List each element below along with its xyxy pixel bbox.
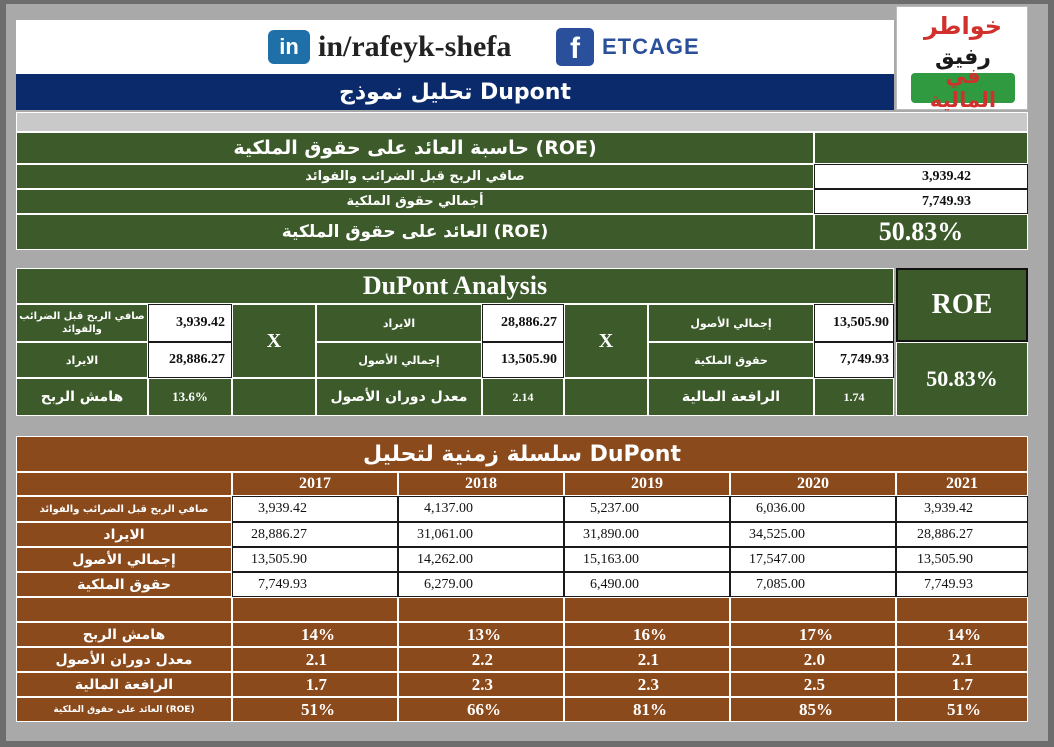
series-cell[interactable]: 6,490.00	[564, 572, 730, 597]
ratio-cell: 81%	[564, 697, 730, 722]
series-row-label: حقوق الملكية	[16, 572, 232, 597]
ratio-cell: 2.1	[896, 647, 1028, 672]
ratio-cell: 1.7	[896, 672, 1028, 697]
year-header: 2017	[232, 472, 398, 496]
dupont-c3-r3-value: 1.74	[814, 378, 894, 416]
series-row-label: الايراد	[16, 522, 232, 547]
dupont-c1-r1-label: صافي الربح قبل الضرائب والفوائد	[16, 304, 148, 342]
series-spacer	[896, 597, 1028, 622]
logo-box	[896, 6, 1028, 110]
ratio-cell: 51%	[896, 697, 1028, 722]
series-spacer	[16, 597, 232, 622]
logo-line-2: رفيق	[935, 44, 991, 70]
ratio-cell: 2.3	[564, 672, 730, 697]
ratio-cell: 2.0	[730, 647, 896, 672]
dupont-c1-r3-label: هامش الربح	[16, 378, 148, 416]
dupont-c1-r2-value[interactable]: 28,886.27	[148, 342, 232, 378]
roe-calc-row-value[interactable]: 7,749.93	[814, 189, 1028, 214]
dupont-c3-r1-label: إجمالي الأصول	[648, 304, 814, 342]
series-cell[interactable]: 3,939.42	[896, 496, 1028, 522]
year-header: 2021	[896, 472, 1028, 496]
series-cell[interactable]: 6,036.00	[730, 496, 896, 522]
facebook-name[interactable]: ETCAGE	[602, 34, 700, 59]
ratio-cell: 17%	[730, 622, 896, 647]
series-cell[interactable]: 28,886.27	[896, 522, 1028, 547]
series-cell[interactable]: 15,163.00	[564, 547, 730, 572]
series-cell[interactable]: 13,505.90	[232, 547, 398, 572]
dupont-multiply-1: X	[232, 304, 316, 378]
ratio-cell: 13%	[398, 622, 564, 647]
dupont-c2-r1-label: الايراد	[316, 304, 482, 342]
ratio-row-label: الرافعة المالية	[16, 672, 232, 697]
roe-calc-row-value[interactable]: 3,939.42	[814, 164, 1028, 189]
series-cell[interactable]: 31,890.00	[564, 522, 730, 547]
dupont-title: DuPont Analysis	[16, 268, 894, 304]
ratio-cell: 2.1	[564, 647, 730, 672]
roe-result-value: 50.83%	[814, 214, 1028, 250]
dupont-spacer-2	[564, 378, 648, 416]
roe-calc-title-side	[814, 132, 1028, 164]
series-header-corner	[16, 472, 232, 496]
dupont-roe-value: 50.83%	[896, 342, 1028, 416]
series-cell[interactable]: 5,237.00	[564, 496, 730, 522]
series-spacer	[398, 597, 564, 622]
dupont-c2-r2-label: إجمالي الأصول	[316, 342, 482, 378]
page-title: تحليل نموذج Dupont	[16, 74, 894, 110]
series-row-label: صافي الربح قبل الضرائب والفوائد	[16, 496, 232, 522]
linkedin-handle[interactable]: in/rafeyk-shefa	[318, 30, 512, 63]
dupont-multiply-2: X	[564, 304, 648, 378]
series-row-label: إجمالي الأصول	[16, 547, 232, 572]
dupont-c1-r3-value: 13.6%	[148, 378, 232, 416]
dupont-c3-r1-value[interactable]: 13,505.90	[814, 304, 894, 342]
logo-line-3: في المالية	[911, 73, 1015, 103]
series-cell[interactable]: 3,939.42	[232, 496, 398, 522]
logo-line-1: خواطر	[923, 12, 1003, 40]
ratio-row-label: معدل دوران الأصول	[16, 647, 232, 672]
series-spacer	[730, 597, 896, 622]
dupont-c2-r1-value[interactable]: 28,886.27	[482, 304, 564, 342]
ratio-cell: 51%	[232, 697, 398, 722]
ratio-cell: 2.2	[398, 647, 564, 672]
series-cell[interactable]: 17,547.00	[730, 547, 896, 572]
facebook-icon[interactable]: f	[556, 28, 594, 66]
series-cell[interactable]: 31,061.00	[398, 522, 564, 547]
series-cell[interactable]: 7,085.00	[730, 572, 896, 597]
roe-result-label: العائد على حقوق الملكية (ROE)	[16, 214, 814, 250]
ratio-row-label: العائد على حقوق الملكية (ROE)	[16, 697, 232, 722]
year-header: 2019	[564, 472, 730, 496]
ratio-cell: 2.5	[730, 672, 896, 697]
dupont-c2-r2-value[interactable]: 13,505.90	[482, 342, 564, 378]
dupont-c3-r2-label: حقوق الملكية	[648, 342, 814, 378]
ratio-cell: 14%	[896, 622, 1028, 647]
roe-calc-row-label: أجمالي حقوق الملكية	[16, 189, 814, 214]
year-header: 2020	[730, 472, 896, 496]
series-spacer	[232, 597, 398, 622]
series-cell[interactable]: 7,749.93	[232, 572, 398, 597]
series-cell[interactable]: 7,749.93	[896, 572, 1028, 597]
series-title: سلسلة زمنية لتحليل DuPont	[16, 436, 1028, 472]
dupont-c1-r1-value[interactable]: 3,939.42	[148, 304, 232, 342]
roe-calc-row-label: صافي الربح قبل الضرائب والفوائد	[16, 164, 814, 189]
dupont-c3-r2-value[interactable]: 7,749.93	[814, 342, 894, 378]
series-cell[interactable]: 6,279.00	[398, 572, 564, 597]
dupont-c1-r2-label: الايراد	[16, 342, 148, 378]
dupont-spacer-1	[232, 378, 316, 416]
dupont-roe-label: ROE	[896, 268, 1028, 342]
series-spacer	[564, 597, 730, 622]
dupont-c2-r3-label: معدل دوران الأصول	[316, 378, 482, 416]
series-cell[interactable]: 13,505.90	[896, 547, 1028, 572]
series-cell[interactable]: 14,262.00	[398, 547, 564, 572]
series-cell[interactable]: 28,886.27	[232, 522, 398, 547]
ratio-cell: 2.1	[232, 647, 398, 672]
ratio-cell: 85%	[730, 697, 896, 722]
linkedin-icon[interactable]: in	[268, 30, 310, 64]
dupont-c3-r3-label: الرافعة المالية	[648, 378, 814, 416]
ratio-cell: 66%	[398, 697, 564, 722]
roe-calc-title: حاسبة العائد على حقوق الملكية (ROE)	[16, 132, 814, 164]
series-cell[interactable]: 4,137.00	[398, 496, 564, 522]
ratio-cell: 16%	[564, 622, 730, 647]
ratio-cell: 14%	[232, 622, 398, 647]
roe-spacer	[16, 112, 1028, 132]
ratio-cell: 2.3	[398, 672, 564, 697]
ratio-cell: 1.7	[232, 672, 398, 697]
series-cell[interactable]: 34,525.00	[730, 522, 896, 547]
dupont-c2-r3-value: 2.14	[482, 378, 564, 416]
ratio-row-label: هامش الربح	[16, 622, 232, 647]
year-header: 2018	[398, 472, 564, 496]
